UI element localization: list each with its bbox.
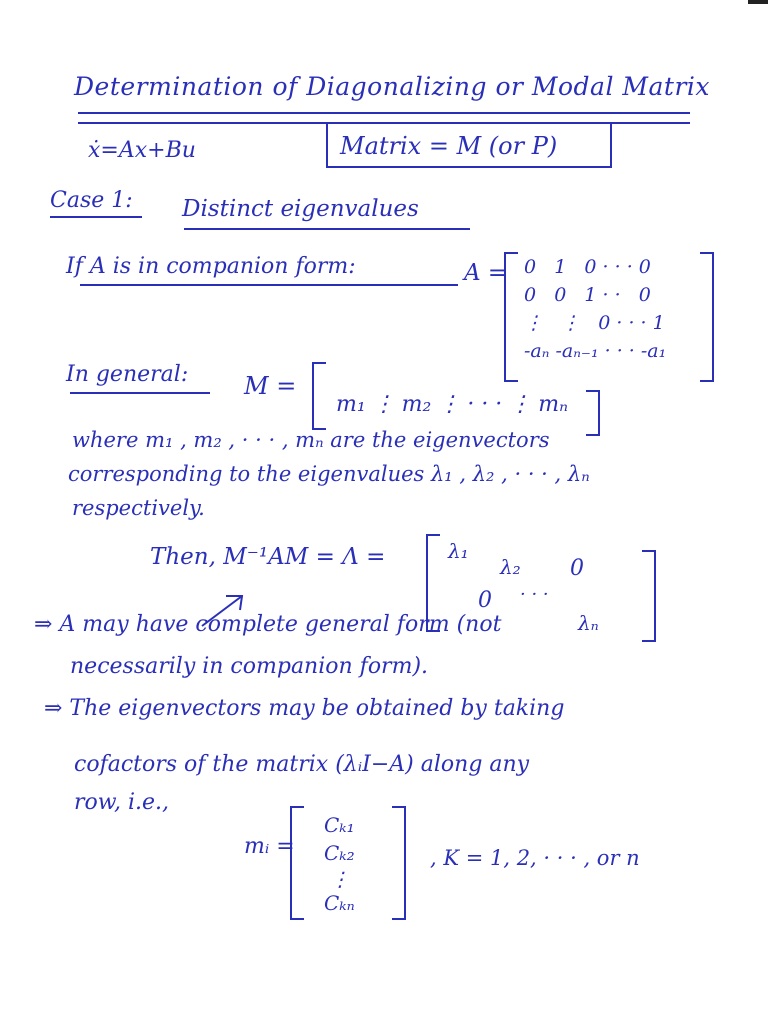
- note1-line2: necessarily in companion form).: [70, 654, 429, 679]
- companion-row-2: 0 0 1 · · 0: [524, 284, 651, 306]
- note2-line3: row, i.e.,: [74, 790, 170, 815]
- lambda-entry-2: λ₂: [500, 555, 521, 579]
- case-text: Distinct eigenvalues: [182, 196, 419, 222]
- lambda-zero-upper: 0: [570, 556, 584, 581]
- mi-entry-2: Cₖ₂: [324, 841, 355, 865]
- M-columns: m₁ ⋮ m₂ ⋮ · · · ⋮ mₙ: [336, 392, 569, 417]
- where-line: where m₁ , m₂ , · · · , mₙ are the eigenvectors: [72, 428, 550, 452]
- mi-entry-1: Cₖ₁: [324, 813, 355, 837]
- then-line: Then, M⁻¹AM = Λ =: [150, 544, 386, 570]
- case-label: Case 1:: [50, 188, 133, 213]
- lambda-right-bracket: [642, 550, 656, 642]
- mi-entry-dots: ⋮: [330, 867, 350, 891]
- mi-equals: mᵢ =: [244, 834, 295, 859]
- mi-left-bracket: [290, 806, 304, 920]
- state-equation: ẋ=Ax+Bu: [88, 138, 196, 163]
- k-range: , K = 1, 2, · · · , or n: [430, 846, 640, 870]
- note1-line1: ⇒ A may have complete general form (not: [34, 612, 502, 637]
- title-underline-1: [78, 112, 690, 114]
- mi-right-bracket: [392, 806, 406, 920]
- lambda-zero-lower: 0: [478, 588, 492, 613]
- page-corner-mark: [748, 0, 768, 4]
- note2-line1: ⇒ The eigenvectors may be obtained by taking: [44, 696, 565, 721]
- companion-row-4: -aₙ -aₙ₋₁ · · · -a₁: [524, 340, 667, 362]
- note2-line2: cofactors of the matrix (λᵢI−A) along any: [74, 752, 530, 777]
- companion-intro-underline: [80, 284, 458, 286]
- matrix-note: Matrix = M (or P): [340, 132, 558, 160]
- general-label: In general:: [66, 362, 189, 387]
- case-label-underline: [50, 216, 142, 218]
- companion-A-label: A =: [464, 260, 508, 286]
- lambda-dots: · · ·: [520, 584, 549, 605]
- page-title: Determination of Diagonalizing or Modal Matrix: [74, 72, 710, 101]
- corresponding-line: corresponding to the eigenvalues λ₁ , λ₂ , · · · , λₙ: [68, 462, 590, 486]
- companion-right-bracket: [700, 252, 714, 382]
- M-right-bracket: [586, 390, 600, 436]
- companion-row-1: 0 1 0 · · · 0: [524, 256, 651, 278]
- companion-intro: If A is in companion form:: [66, 254, 356, 279]
- M-left-bracket: [312, 362, 326, 430]
- case-text-underline: [184, 228, 470, 230]
- lambda-entry-n: λₙ: [578, 611, 599, 635]
- companion-row-3: ⋮ ⋮ 0 · · · 1: [524, 312, 665, 334]
- general-label-underline: [70, 392, 210, 394]
- respectively-text: respectively.: [72, 496, 205, 520]
- companion-left-bracket: [504, 252, 518, 382]
- M-equals: M =: [244, 372, 297, 400]
- mi-entry-n: Cₖₙ: [324, 891, 355, 915]
- lambda-entry-1: λ₁: [448, 539, 469, 563]
